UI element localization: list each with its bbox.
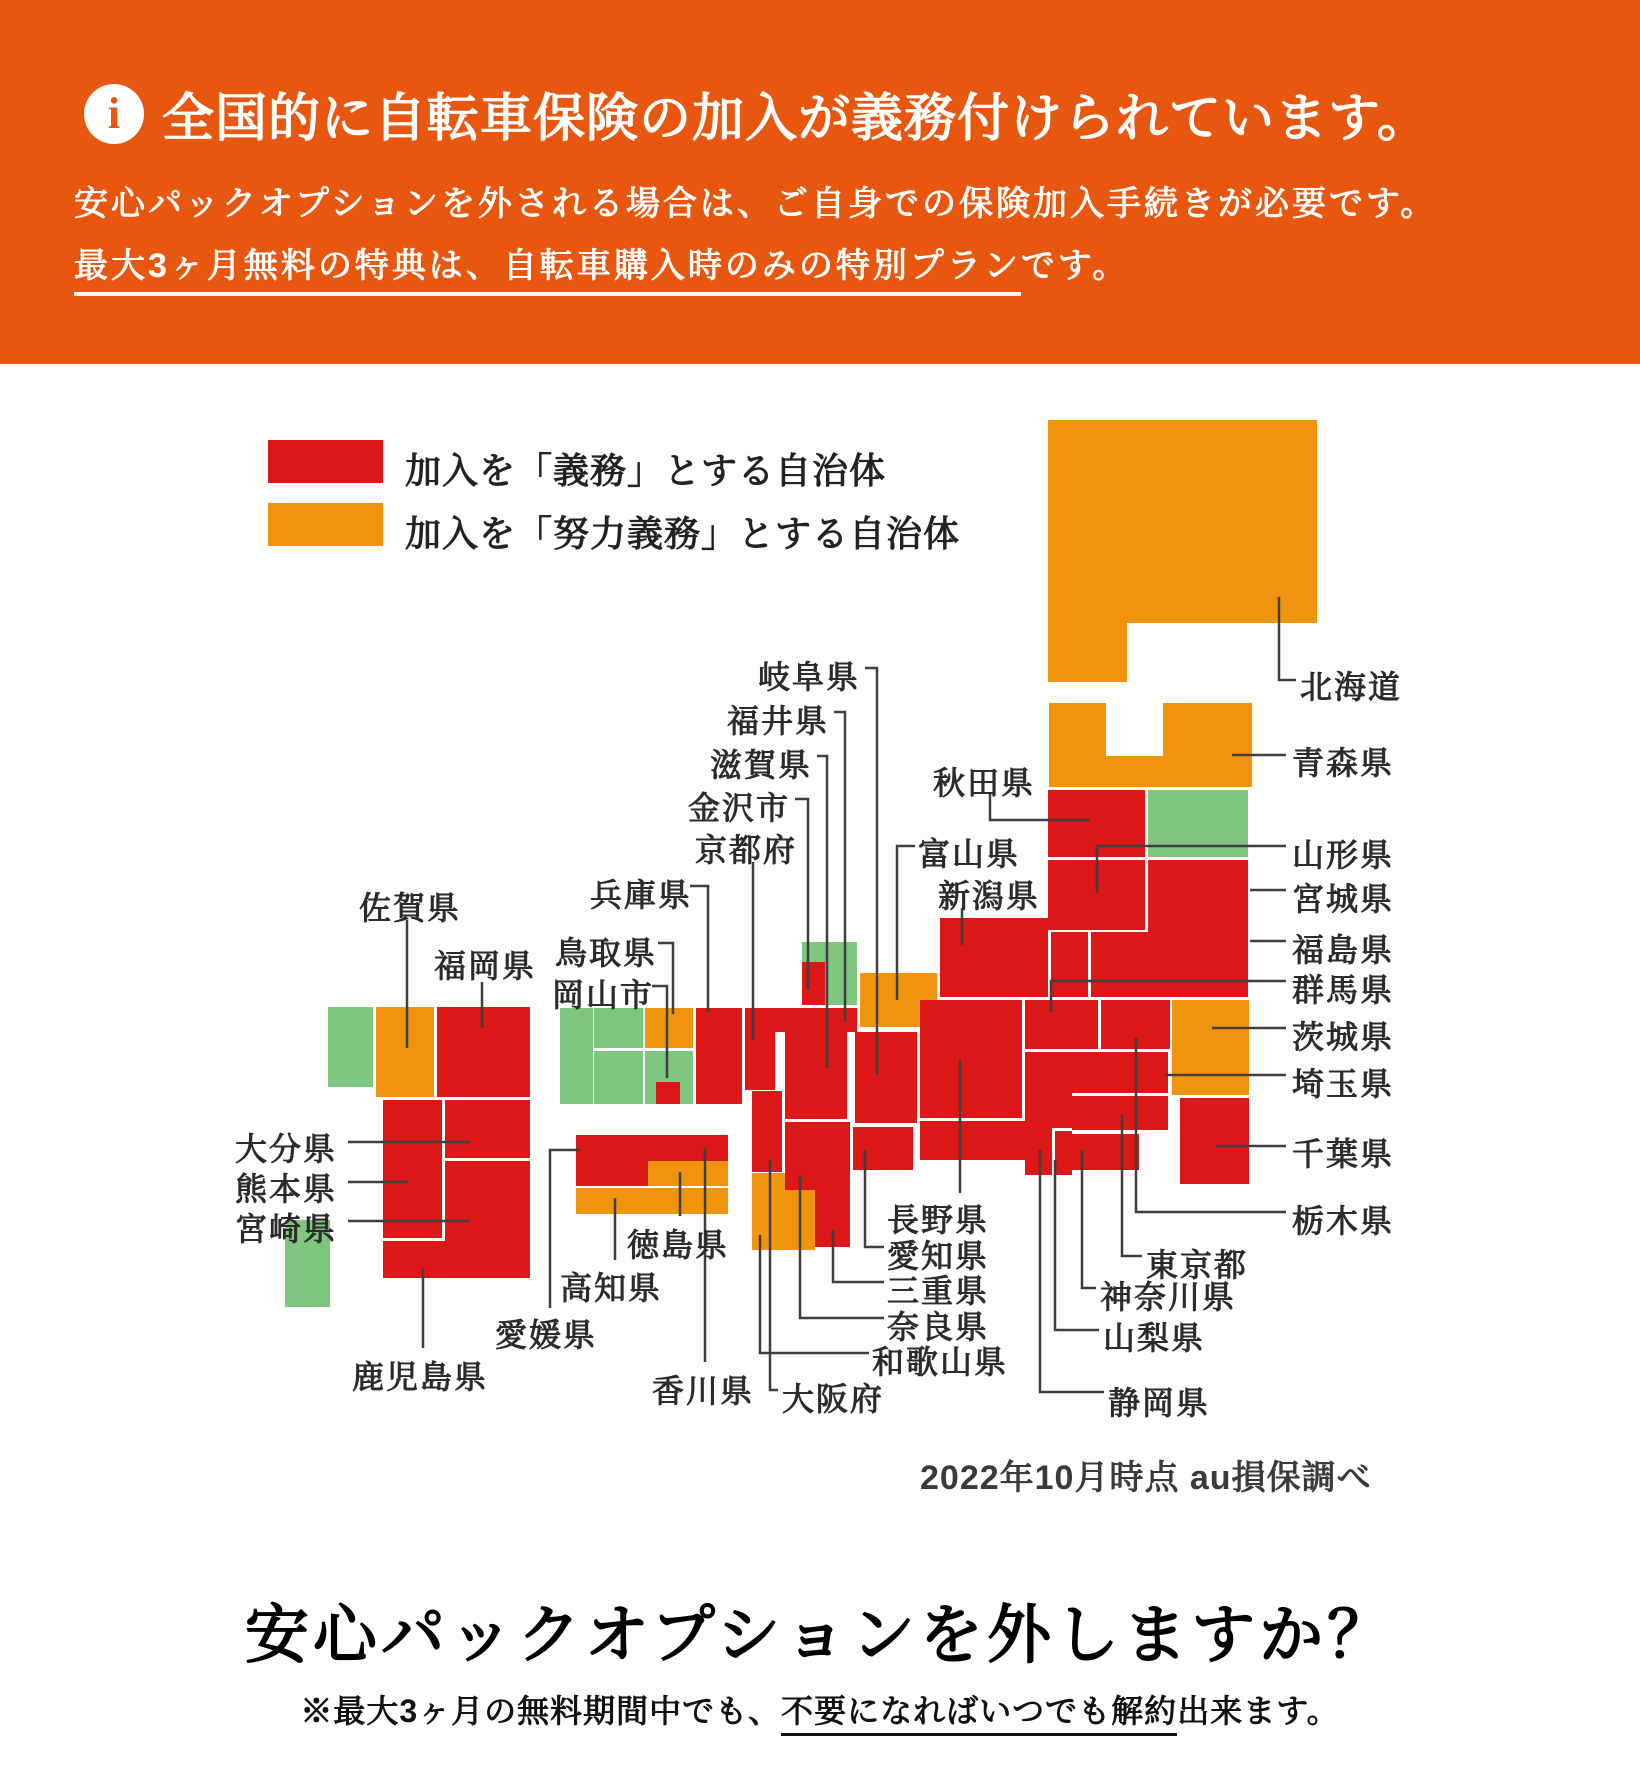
map-label-saitama: 埼玉県 — [1292, 1066, 1395, 1102]
footer-note — [0, 1686, 1640, 1732]
tile-miyagi — [1148, 860, 1248, 932]
map-label-aichi: 愛知県 — [887, 1238, 990, 1274]
tile-kumamoto — [383, 1100, 442, 1238]
map-label-gunma: 群馬県 — [1292, 972, 1395, 1008]
map-label-ibaraki: 茨城県 — [1292, 1019, 1395, 1055]
legend-swatch-effort — [268, 503, 383, 546]
tile-fukushima — [1091, 932, 1248, 997]
info-icon: i — [84, 84, 144, 144]
tile-tokushima — [648, 1161, 728, 1186]
tile-shizuoka — [920, 1121, 1052, 1160]
tile-hokkaido-1 — [1048, 420, 1317, 623]
map-label-hokkaido: 北海道 — [1300, 669, 1403, 705]
banner-subtext-1: 安心パックオプションを外される場合は、ご自身での保険加入手続きが必要です。 — [74, 185, 1438, 223]
legend-label-mandatory: 加入を「義務」とする自治体 — [405, 450, 887, 491]
connector-yamanashi — [1055, 1160, 1099, 1330]
map-label-kumamoto: 熊本県 — [235, 1171, 338, 1207]
tile-ibaraki — [1172, 1000, 1249, 1095]
map-label-tottori: 鳥取県 — [555, 935, 658, 971]
tile-hyogo — [696, 1008, 742, 1104]
tile-oita — [445, 1100, 530, 1158]
tile-mie — [815, 1122, 850, 1247]
banner-subtext-2 — [74, 238, 1129, 287]
map-label-kanazawa-shi: 金沢市 — [688, 790, 791, 826]
tile-osaka — [752, 1091, 782, 1172]
tile-nara — [785, 1122, 815, 1190]
map-label-osaka: 大阪府 — [782, 1381, 885, 1417]
tile-yamaguchi — [560, 1008, 593, 1104]
tile-niigata-2 — [1051, 932, 1088, 997]
tile-fukui — [775, 1008, 857, 1032]
banner-subtext-2-rest: です。 — [1020, 247, 1130, 285]
map-label-shizuoka: 静岡県 — [1108, 1385, 1211, 1421]
tile-iwate — [1148, 790, 1248, 857]
connector-hyogo — [690, 886, 708, 1012]
connector-shizuoka — [1040, 1150, 1104, 1392]
map-label-nara: 奈良県 — [887, 1309, 990, 1345]
map-label-fukuoka: 福岡県 — [434, 948, 537, 984]
tile-kagoshima — [383, 1241, 530, 1278]
connector-kanagawa — [1082, 1150, 1096, 1288]
tile-ehime — [576, 1135, 648, 1186]
banner-title-row — [84, 76, 1430, 151]
connector-wakayama — [760, 1235, 869, 1353]
tile-kyoto — [745, 1008, 775, 1090]
footer-question: 安心パックオプションを外しますか？ — [244, 1599, 1396, 1671]
map-label-nagano: 長野県 — [887, 1202, 990, 1238]
map-label-chiba: 千葉県 — [1292, 1136, 1395, 1172]
footer-note-underlined: 不要になればいつでも解約 — [781, 1693, 1177, 1736]
map-label-hyogo: 兵庫県 — [590, 877, 693, 913]
map-label-toyama: 富山県 — [918, 836, 1021, 872]
map-label-tokushima: 徳島県 — [627, 1227, 730, 1263]
tile-hiroshima — [594, 1051, 643, 1104]
banner-title: 全国的に自転車保険の加入が義務付けられています。 — [162, 90, 1430, 148]
tile-okayama-shi — [656, 1082, 680, 1104]
map-label-gifu: 岐阜県 — [758, 659, 861, 695]
tile-shiga — [785, 1032, 847, 1119]
tile-akita — [1048, 790, 1145, 857]
footer-note-suffix: 出来ます。 — [1177, 1693, 1340, 1729]
tile-aichi — [853, 1127, 913, 1170]
map-label-shiga: 滋賀県 — [710, 747, 813, 783]
tile-yamagata — [1048, 860, 1145, 930]
tile-tochigi — [1101, 1000, 1170, 1049]
map-label-miyagi: 宮城県 — [1292, 881, 1395, 917]
map-label-fukushima: 福島県 — [1292, 932, 1395, 968]
map-label-kanagawa: 神奈川県 — [1100, 1279, 1237, 1315]
tile-hokkaido-2 — [1048, 621, 1127, 682]
tile-kochi — [576, 1188, 728, 1214]
map-label-aomori: 青森県 — [1292, 745, 1395, 781]
tile-nagano — [920, 1000, 1022, 1118]
tile-tokyo — [1072, 1096, 1168, 1130]
map-label-akita: 秋田県 — [933, 765, 1036, 801]
map-label-mie: 三重県 — [887, 1273, 990, 1309]
insurance-notice-banner — [0, 0, 1640, 364]
legend-swatch-mandatory — [268, 440, 383, 483]
tile-niigata — [940, 918, 1048, 997]
tile-saga — [376, 1007, 434, 1097]
tile-aomori-notch — [1106, 703, 1163, 756]
map-label-saga: 佐賀県 — [359, 890, 462, 926]
tile-gunma — [1025, 1000, 1098, 1049]
tile-miyazaki — [445, 1161, 530, 1248]
banner-subtext-2-underlined: 最大3ヶ月無料の特典は、自転車購入時のみの特別プラン — [74, 247, 1021, 296]
tile-shizuoka-2 — [1025, 1160, 1052, 1175]
map-label-miyazaki: 宮崎県 — [235, 1211, 338, 1247]
tile-shizuoka-3 — [1055, 1131, 1072, 1175]
map-label-oita: 大分県 — [235, 1131, 338, 1167]
map-label-niigata: 新潟県 — [938, 878, 1041, 914]
map-label-kagawa: 香川県 — [652, 1373, 755, 1409]
footer-note-prefix: ※最大3ヶ月の無料期間中でも、 — [300, 1693, 782, 1729]
tile-saitama — [1072, 1052, 1168, 1093]
map-label-kagoshima: 鹿児島県 — [352, 1359, 489, 1395]
map-label-tokyo: 東京都 — [1146, 1247, 1249, 1283]
map-label-yamagata: 山形県 — [1292, 837, 1395, 873]
tile-gifu — [855, 1032, 917, 1123]
map-label-tochigi: 栃木県 — [1292, 1203, 1395, 1239]
tile-fukuoka — [437, 1007, 530, 1097]
tile-kanazawa-shi — [802, 962, 825, 1005]
legend-label-effort: 加入を「努力義務」とする自治体 — [405, 513, 961, 554]
map-label-kyoto: 京都府 — [695, 832, 798, 868]
tile-kanagawa — [1072, 1134, 1139, 1170]
connector-tottori — [658, 943, 673, 1014]
source-note: 2022年10月時点 au損保調べ — [920, 1459, 1372, 1497]
map-label-kochi: 高知県 — [560, 1270, 663, 1306]
map-label-okayama-shi: 岡山市 — [552, 977, 655, 1013]
map-label-yamanashi: 山梨県 — [1103, 1320, 1206, 1356]
tile-nagasaki — [328, 1007, 373, 1087]
tile-yamanashi — [1025, 1052, 1072, 1128]
map-label-wakayama: 和歌山県 — [872, 1344, 1009, 1380]
map-label-fukui: 福井県 — [727, 703, 830, 739]
tile-chiba — [1180, 1098, 1249, 1184]
tile-kagawa — [648, 1135, 728, 1161]
map-label-ehime: 愛媛県 — [495, 1317, 598, 1353]
